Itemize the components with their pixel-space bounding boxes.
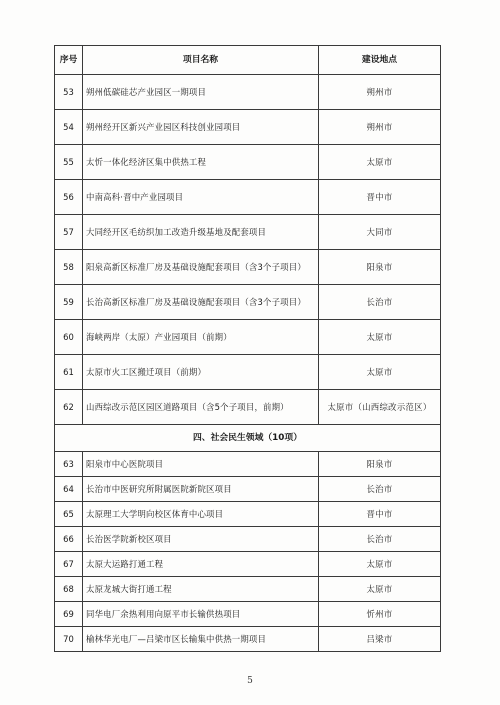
- table-header-row: [55, 46, 441, 75]
- row-no: 55: [55, 145, 83, 180]
- row-no: 53: [55, 75, 83, 110]
- table-row: [55, 627, 441, 652]
- table-row: [55, 390, 441, 425]
- row-location: 阳泉市: [319, 452, 441, 477]
- row-location: 忻州市: [319, 602, 441, 627]
- table-row: [55, 75, 441, 110]
- row-location: 大同市: [319, 215, 441, 250]
- table-row: [55, 452, 441, 477]
- row-no: 63: [55, 452, 83, 477]
- row-no: 66: [55, 527, 83, 552]
- row-no: 54: [55, 110, 83, 145]
- row-project-name: 海峡两岸（太原）产业园项目（前期）: [83, 320, 319, 355]
- table-row: [55, 180, 441, 215]
- row-project-name: 大同经开区毛纺织加工改造升级基地及配套项目: [83, 215, 319, 250]
- row-location: 长治市: [319, 285, 441, 320]
- row-location: 吕梁市: [319, 627, 441, 652]
- row-no: 62: [55, 390, 83, 425]
- row-no: 57: [55, 215, 83, 250]
- row-location: 太原市: [319, 355, 441, 390]
- row-location: 太原市（山西综改示范区）: [319, 390, 441, 425]
- row-project-name: 太原理工大学明向校区体育中心项目: [83, 502, 319, 527]
- row-no: 61: [55, 355, 83, 390]
- section-title: 四、社会民生领域（10项）: [55, 425, 441, 452]
- row-project-name: 阳泉高新区标准厂房及基础设施配套项目（含3个子项目）: [83, 250, 319, 285]
- table-row: [55, 250, 441, 285]
- row-project-name: 太原龙城大街打通工程: [83, 577, 319, 602]
- header-location: 建设地点: [319, 46, 441, 75]
- row-no: 56: [55, 180, 83, 215]
- row-no: 67: [55, 552, 83, 577]
- row-location: 阳泉市: [319, 250, 441, 285]
- row-project-name: 太忻一体化经济区集中供热工程: [83, 145, 319, 180]
- row-location: 朔州市: [319, 110, 441, 145]
- row-project-name: 同华电厂余热利用向原平市长输供热项目: [83, 602, 319, 627]
- table-row: [55, 552, 441, 577]
- row-no: 60: [55, 320, 83, 355]
- section-row: [55, 425, 441, 452]
- row-location: 长治市: [319, 527, 441, 552]
- row-location: 朔州市: [319, 75, 441, 110]
- row-location: 长治市: [319, 477, 441, 502]
- table-row: [55, 602, 441, 627]
- row-project-name: 中南高科·晋中产业园项目: [83, 180, 319, 215]
- table-row: [55, 145, 441, 180]
- table-row: [55, 477, 441, 502]
- row-project-name: 阳泉市中心医院项目: [83, 452, 319, 477]
- table-row: [55, 320, 441, 355]
- page-number: 5: [247, 676, 253, 686]
- row-location: 晋中市: [319, 180, 441, 215]
- table-row: [55, 577, 441, 602]
- row-project-name: 长治高新区标准厂房及基础设施配套项目（含3个子项目）: [83, 285, 319, 320]
- table-row: [55, 502, 441, 527]
- row-location: 太原市: [319, 320, 441, 355]
- row-project-name: 长治市中医研究所附属医院新院区项目: [83, 477, 319, 502]
- row-project-name: 朔州低碳硅芯产业园区一期项目: [83, 75, 319, 110]
- row-no: 70: [55, 627, 83, 652]
- header-no: 序号: [55, 46, 83, 75]
- table-row: [55, 285, 441, 320]
- row-project-name: 朔州经开区新兴产业园区科技创业园项目: [83, 110, 319, 145]
- row-no: 58: [55, 250, 83, 285]
- row-project-name: 长治医学院新校区项目: [83, 527, 319, 552]
- row-project-name: 太原大运路打通工程: [83, 552, 319, 577]
- table-row: [55, 355, 441, 390]
- row-no: 64: [55, 477, 83, 502]
- row-project-name: 太原市火工区搬迁项目（前期）: [83, 355, 319, 390]
- row-location: 太原市: [319, 577, 441, 602]
- row-no: 68: [55, 577, 83, 602]
- table-row: [55, 215, 441, 250]
- row-project-name: 山西综改示范区园区道路项目（含5个子项目，前期）: [83, 390, 319, 425]
- row-no: 69: [55, 602, 83, 627]
- table-row: [55, 527, 441, 552]
- row-project-name: 榆林华光电厂—吕梁市区长输集中供热一期项目: [83, 627, 319, 652]
- row-location: 太原市: [319, 145, 441, 180]
- header-name: 项目名称: [83, 46, 319, 75]
- row-no: 59: [55, 285, 83, 320]
- row-location: 晋中市: [319, 502, 441, 527]
- row-location: 太原市: [319, 552, 441, 577]
- row-no: 65: [55, 502, 83, 527]
- table-row: [55, 110, 441, 145]
- project-table: [54, 45, 441, 652]
